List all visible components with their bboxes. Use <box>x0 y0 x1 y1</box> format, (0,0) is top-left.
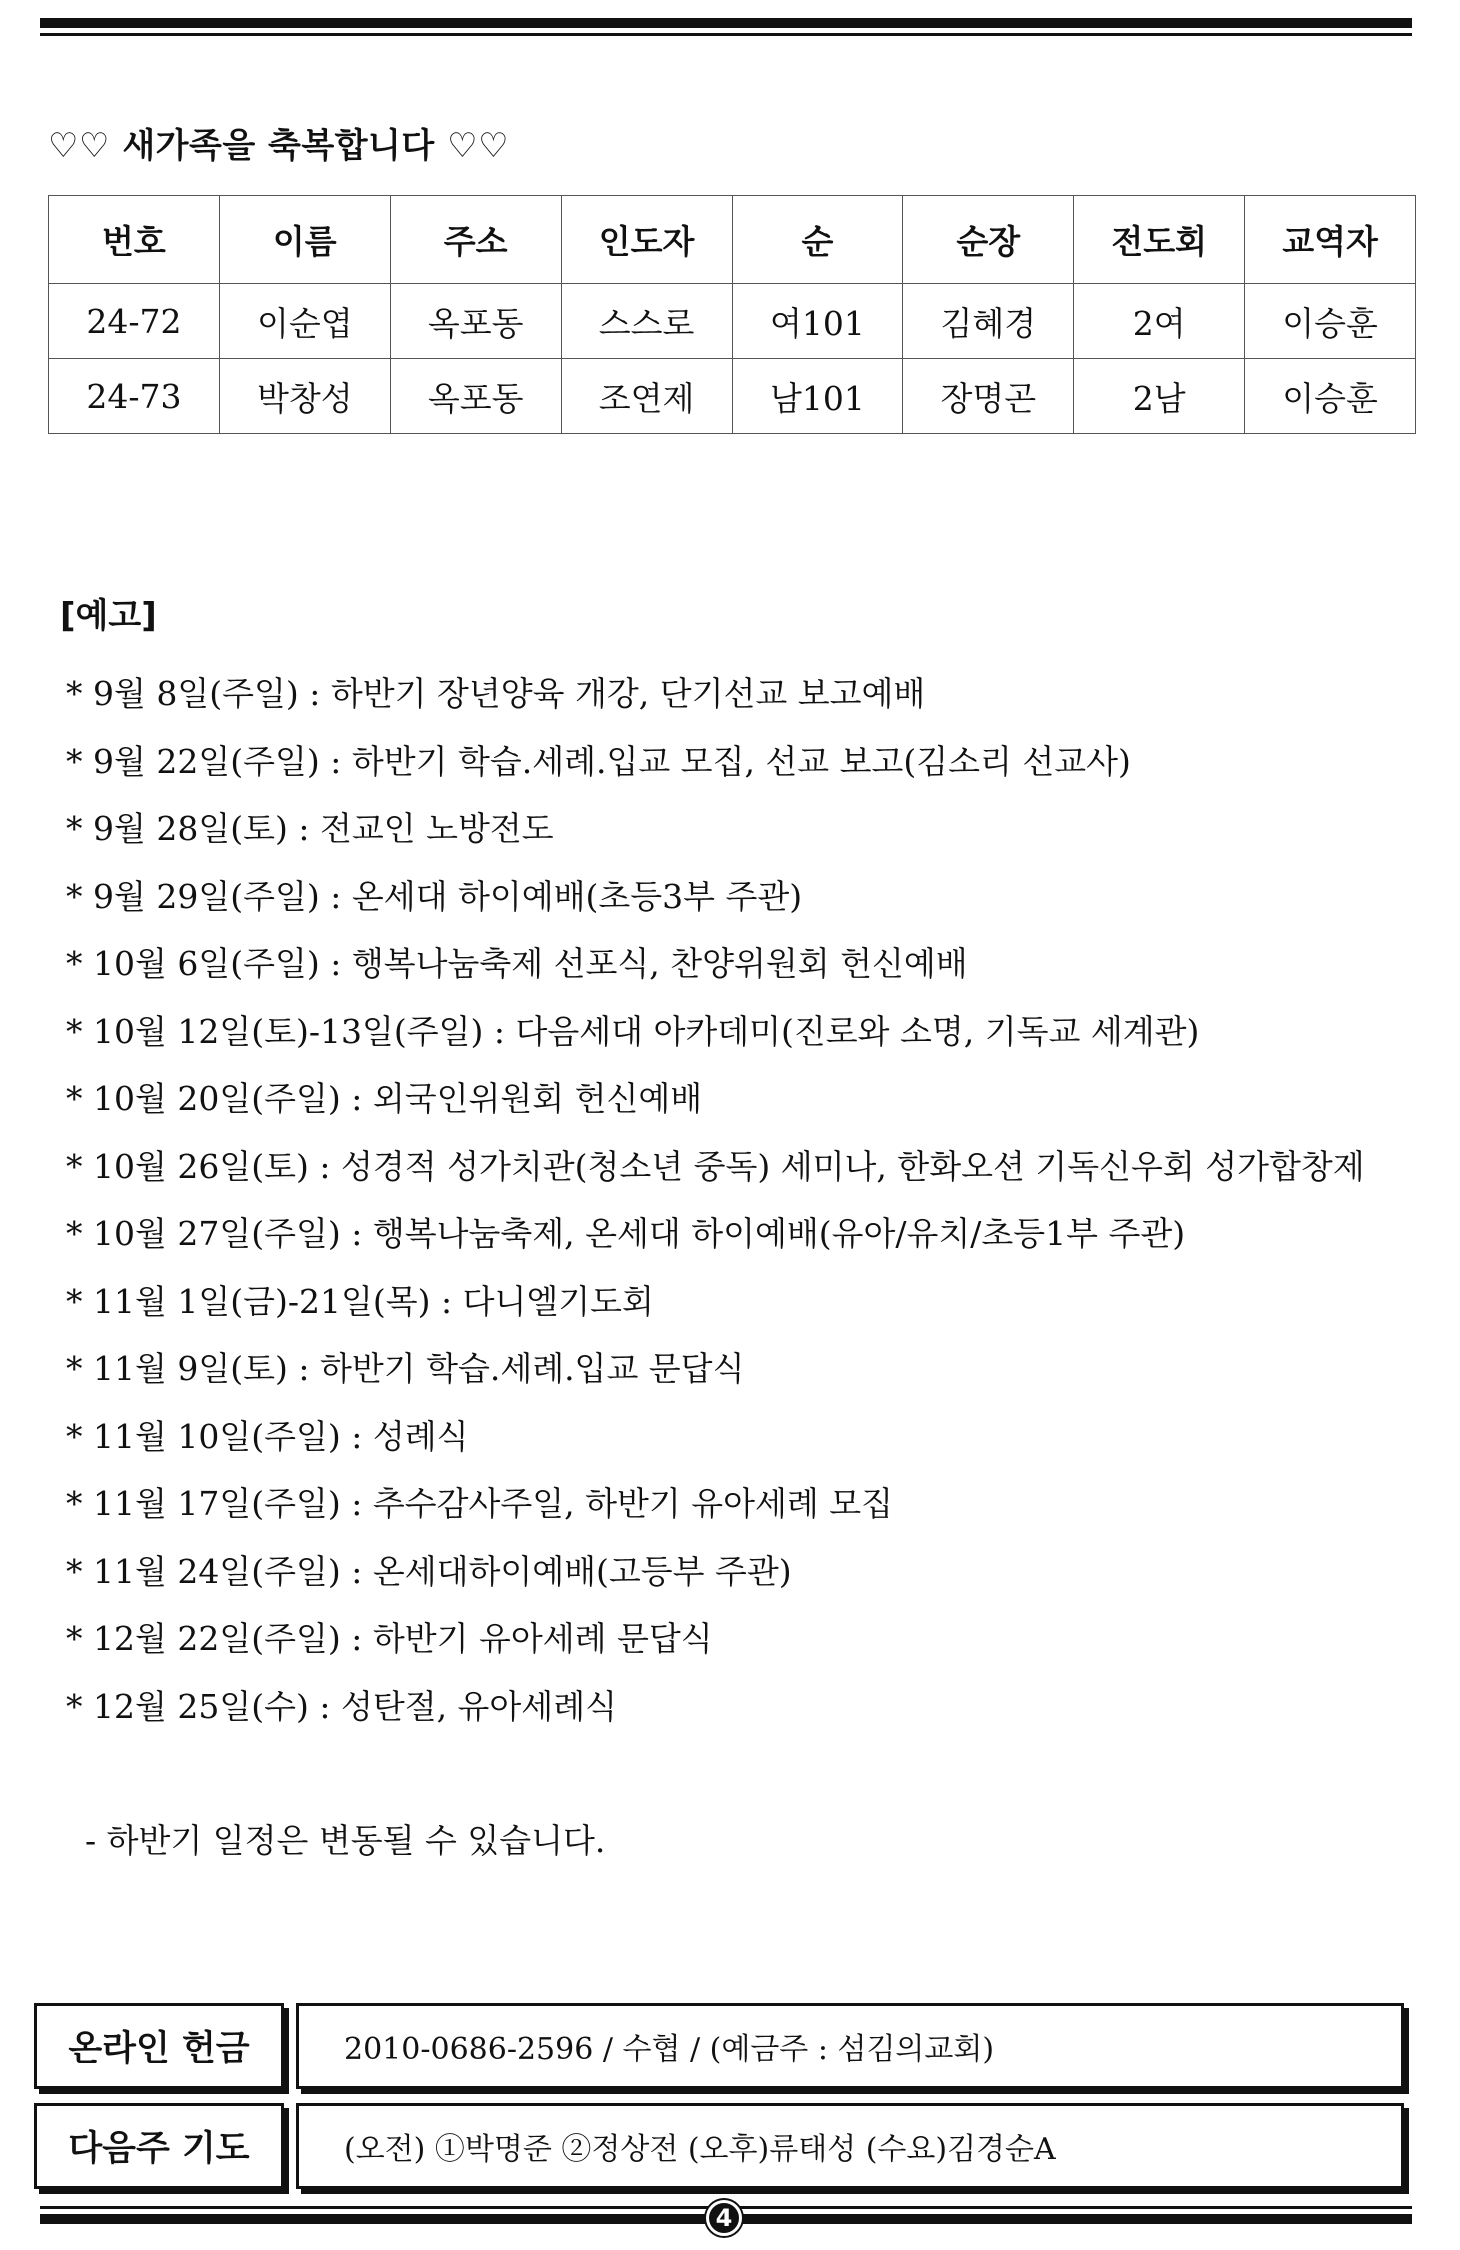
table-cell: 여101 <box>732 284 903 359</box>
next-week-prayer-list: (오전) ①박명준 ②정상전 (오후)류태성 (수요)김경순A <box>296 2103 1404 2189</box>
list-item: * 11월 10일(주일) : 성례식 <box>66 1416 469 1456</box>
list-item: * 11월 24일(주일) : 온세대하이예배(고등부 주관) <box>66 1551 792 1591</box>
table-cell: 장명곤 <box>903 359 1074 434</box>
online-offering-account: 2010-0686-2596 / 수협 / (예금주 : 섬김의교회) <box>296 2003 1404 2089</box>
column-header-group-leader: 순장 <box>903 196 1074 284</box>
table-cell: 2남 <box>1074 359 1245 434</box>
top-rule-thin <box>40 33 1412 36</box>
column-header-mission-society: 전도회 <box>1074 196 1245 284</box>
notice-list <box>66 670 1365 1750</box>
column-header-address: 주소 <box>390 196 561 284</box>
table-cell: 24-72 <box>49 284 220 359</box>
schedule-change-note: - 하반기 일정은 변동될 수 있습니다. <box>85 1821 606 1860</box>
table-cell: 이순엽 <box>219 284 390 359</box>
column-header-group: 순 <box>732 196 903 284</box>
list-item: * 9월 22일(주일) : 하반기 학습.세례.입교 모집, 선교 보고(김소리 선교사) <box>66 741 1131 781</box>
table-cell: 조연제 <box>561 359 732 434</box>
list-item: * 9월 29일(주일) : 온세대 하이예배(초등3부 주관) <box>66 876 803 916</box>
heart-icon: ♡ <box>447 126 479 166</box>
table-cell: 박창성 <box>219 359 390 434</box>
list-item: * 9월 8일(주일) : 하반기 장년양육 개강, 단기선교 보고예배 <box>66 674 926 713</box>
column-header-minister: 교역자 <box>1245 196 1416 284</box>
next-week-prayer-label: 다음주 기도 <box>34 2103 284 2189</box>
new-family-heading-text: 새가족을 축복합니다 <box>122 126 435 166</box>
list-item: * 10월 6일(주일) : 행복나눔축제 선포식, 찬양위원회 헌신예배 <box>66 944 968 983</box>
bottom-rule <box>40 2206 1412 2232</box>
new-family-table <box>48 195 1416 434</box>
heart-icon: ♡ <box>478 126 510 166</box>
column-header-number: 번호 <box>49 196 220 284</box>
list-item: * 10월 20일(주일) : 외국인위원회 헌신예배 <box>66 1079 703 1118</box>
table-cell: 옥포동 <box>390 359 561 434</box>
online-offering-label: 온라인 헌금 <box>34 2003 284 2089</box>
list-item: * 11월 9일(토) : 하반기 학습.세례.입교 문답식 <box>66 1349 745 1388</box>
table-cell: 24-73 <box>49 359 220 434</box>
list-item: * 12월 25일(수) : 성탄절, 유아세례식 <box>66 1686 617 1726</box>
list-item: * 12월 22일(주일) : 하반기 유아세례 문답식 <box>66 1619 713 1658</box>
table-row <box>49 284 1416 359</box>
list-item: * 9월 28일(토) : 전교인 노방전도 <box>66 809 554 848</box>
top-rule <box>40 18 1412 40</box>
list-item: * 11월 17일(주일) : 추수감사주일, 하반기 유아세례 모집 <box>66 1484 893 1523</box>
table-cell: 김혜경 <box>903 284 1074 359</box>
page-number: 4 <box>706 2200 742 2236</box>
table-header-row <box>49 196 1416 284</box>
notice-title: [예고] <box>60 596 157 636</box>
heart-icon: ♡ <box>78 126 110 166</box>
new-family-heading <box>48 118 509 167</box>
top-rule-thick <box>40 18 1412 28</box>
table-cell: 2여 <box>1074 284 1245 359</box>
table-cell: 스스로 <box>561 284 732 359</box>
list-item: * 11월 1일(금)-21일(목) : 다니엘기도회 <box>66 1281 654 1321</box>
column-header-guide: 인도자 <box>561 196 732 284</box>
table-cell: 이승훈 <box>1245 284 1416 359</box>
column-header-name: 이름 <box>219 196 390 284</box>
list-item: * 10월 27일(주일) : 행복나눔축제, 온세대 하이예배(유아/유치/초등1부 주관) <box>66 1214 1186 1253</box>
table-cell: 옥포동 <box>390 284 561 359</box>
list-item: * 10월 12일(토)-13일(주일) : 다음세대 아카데미(진로와 소명, 기독교 세계관) <box>66 1011 1200 1051</box>
table-cell: 이승훈 <box>1245 359 1416 434</box>
table-row <box>49 359 1416 434</box>
heart-icon: ♡ <box>48 126 79 166</box>
list-item: * 10월 26일(토) : 성경적 성가치관(청소년 중독) 세미나, 한화오션 기독신우회 성가합창제 <box>66 1146 1365 1186</box>
table-cell: 남101 <box>732 359 903 434</box>
